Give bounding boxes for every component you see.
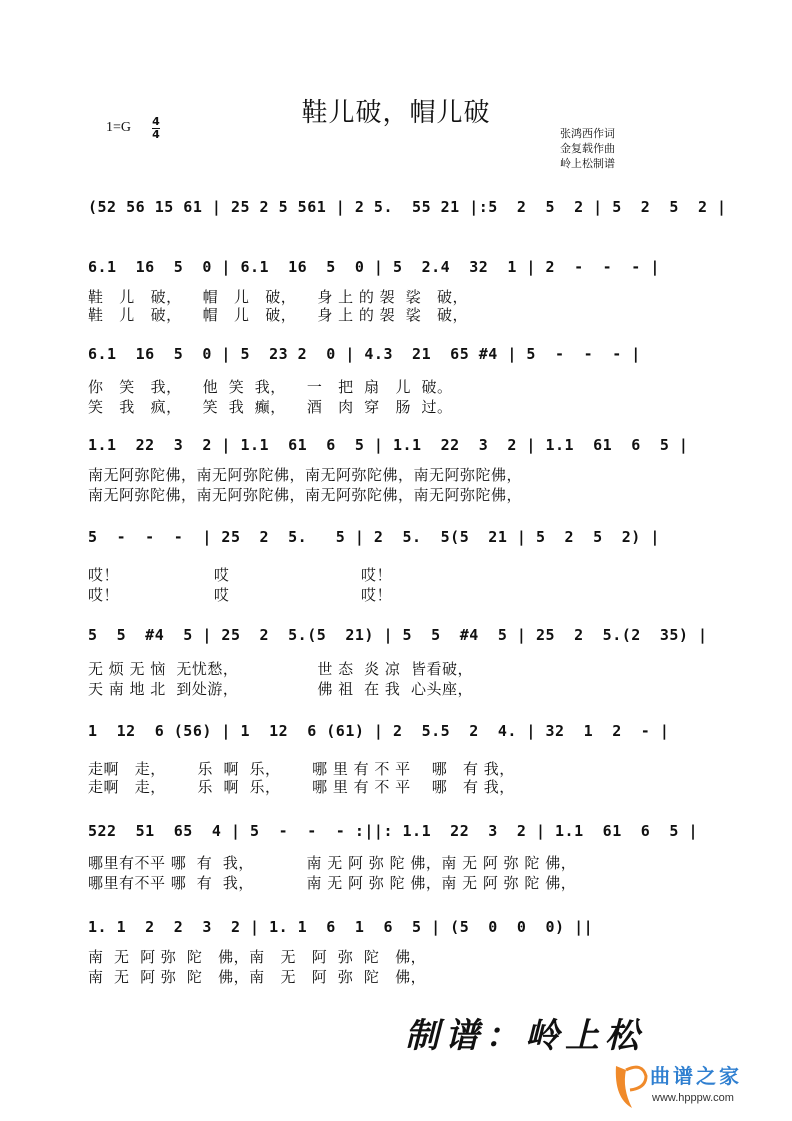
score-line-4-lyric-1: 南无阿弥陀佛，南无阿弥陀佛，南无阿弥陀佛，南无阿弥陀佛，: [88, 466, 523, 484]
score-line-7-lyric-2: 走啊 走， 乐 啊 乐， 哪 里 有 不 平 哪 有 我，: [88, 778, 515, 796]
time-signature-top: 4: [152, 115, 160, 128]
credit-lyricist: 张鸿西作词: [560, 127, 615, 140]
score-line-2-lyric-1: 鞋 儿 破， 帽 儿 破， 身 上 的 袈 裟 破，: [88, 288, 469, 306]
score-line-7-lyric-1: 走啊 走， 乐 啊 乐， 哪 里 有 不 平 哪 有 我，: [88, 760, 515, 778]
score-line-3-notes: 6.1 16 5 0 | 5 23 2 0 | 4.3 21 65 #4 | 5 - - - |: [88, 345, 641, 363]
site-logo-text: 曲谱之家: [650, 1064, 742, 1088]
credit-composer: 金复载作曲: [560, 142, 615, 155]
score-line-4-lyric-2: 南无阿弥陀佛，南无阿弥陀佛，南无阿弥陀佛，南无阿弥陀佛，: [88, 486, 523, 504]
score-line-5-lyric-2: 哎！ 哎 哎！: [88, 586, 393, 604]
score-line-5-lyric-1: 哎！ 哎 哎！: [88, 566, 393, 584]
transcriber-signature: 制谱：岭上松: [405, 1016, 645, 1056]
score-line-3-lyric-2: 笑 我 疯， 笑 我 癫， 酒 肉 穿 肠 过。: [88, 398, 453, 416]
score-line-3-lyric-1: 你 笑 我， 他 笑 我， 一 把 扇 儿 破。: [88, 378, 453, 396]
score-line-8-lyric-1: 哪里有不平 哪 有 我， 南 无 阿 弥 陀 佛，南 无 阿 弥 陀 佛，: [88, 854, 577, 872]
score-line-9-notes: 1. 1 2 2 3 2 | 1. 1 6 1 6 5 | (5 0 0 0) ||: [88, 918, 594, 936]
score-line-9-lyric-1: 南 无 阿 弥 陀 佛，南 无 阿 弥 陀 佛，: [88, 948, 427, 966]
logo-swoosh-icon: [616, 1066, 632, 1108]
score-line-2-notes: 6.1 16 5 0 | 6.1 16 5 0 | 5 2.4 32 1 | 2 - - - |: [88, 258, 660, 276]
score-line-4-notes: 1.1 22 3 2 | 1.1 61 6 5 | 1.1 22 3 2 | 1.1 61 6 5 |: [88, 436, 689, 454]
key-signature: 1=G: [106, 120, 132, 135]
credits: [560, 126, 615, 171]
time-signature-bottom: 4: [152, 128, 160, 141]
score-line-5-notes: 5 - - - | 25 2 5. 5 | 2 5. 5(5 21 | 5 2 5 2) |: [88, 528, 660, 546]
score-line-1-notes: (52 56 15 61 | 25 2 5 561 | 2 5. 55 21 |:5 2 5 2 | 5 2 5 2 |: [88, 198, 727, 216]
score-line-9-lyric-2: 南 无 阿 弥 陀 佛，南 无 阿 弥 陀 佛，: [88, 968, 427, 986]
score-line-7-notes: 1 12 6 (56) | 1 12 6 (61) | 2 5.5 2 4. | 32 1 2 - |: [88, 722, 670, 740]
score-line-6-lyric-1: 无 烦 无 恼 无忧愁， 世 态 炎 凉 皆看破，: [88, 660, 473, 678]
score-line-8-lyric-2: 哪里有不平 哪 有 我， 南 无 阿 弥 陀 佛，南 无 阿 弥 陀 佛，: [88, 874, 577, 892]
score-line-2-lyric-2: 鞋 儿 破， 帽 儿 破， 身 上 的 袈 裟 破，: [88, 306, 469, 324]
site-url[interactable]: www.hpppw.com: [652, 1092, 734, 1104]
score-line-6-notes: 5 5 #4 5 | 25 2 5.(5 21) | 5 5 #4 5 | 25 2 5.(2 35) |: [88, 626, 708, 644]
score-line-8-notes: 522 51 65 4 | 5 - - - :||: 1.1 22 3 2 | 1.1 61 6 5 |: [88, 822, 698, 840]
score-line-6-lyric-2: 天 南 地 北 到处游， 佛 祖 在 我 心头座，: [88, 680, 473, 698]
song-title: 鞋儿破，帽儿破: [301, 98, 491, 128]
time-signature: [152, 116, 160, 141]
credit-transcriber: 岭上松制谱: [560, 157, 615, 170]
